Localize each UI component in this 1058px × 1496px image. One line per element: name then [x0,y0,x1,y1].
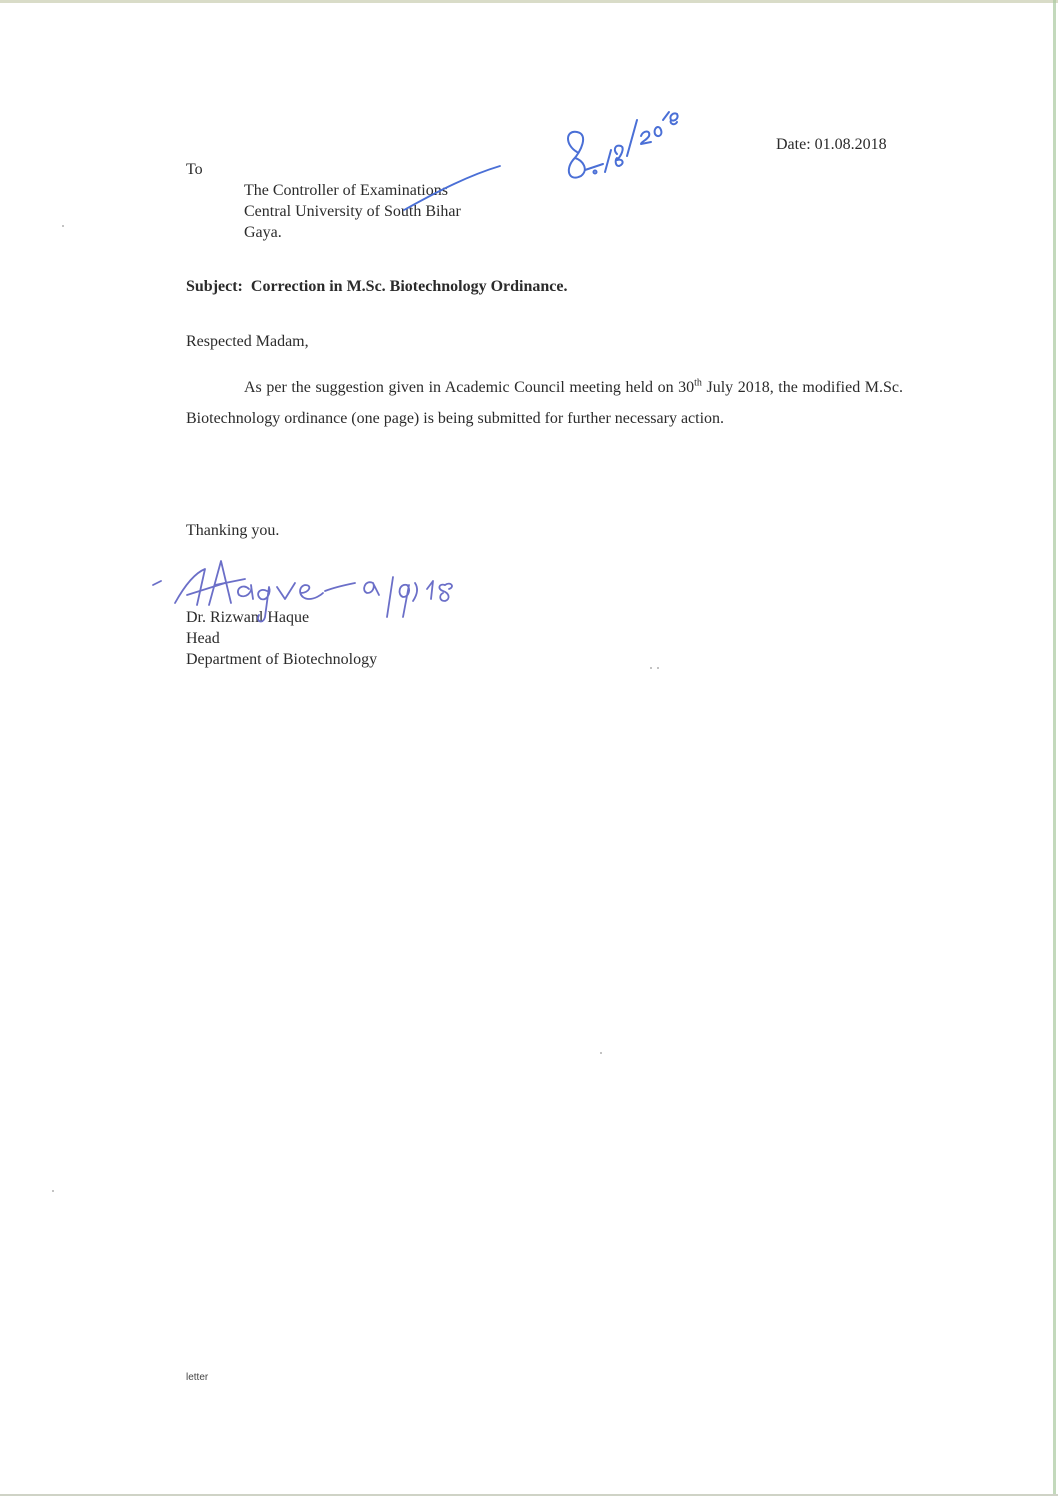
scan-speck [600,1052,602,1054]
subject-line [186,277,567,297]
scan-speck [657,667,659,669]
signature-handwriting [145,555,475,635]
recipient-line-2: Central University of South Bihar [244,203,461,220]
scan-speck [62,225,64,227]
scan-right-edge [1053,0,1056,1496]
letter-date: Date: 01.08.2018 [776,136,887,153]
scan-speck [650,667,652,669]
received-mark-handwriting [555,100,695,205]
scan-speck [52,1190,54,1192]
body-part-1: As per the suggestion given in Academic Council meeting held on 30 [244,379,695,396]
closing-line: Thanking you. [186,522,280,539]
recipient-line-1: The Controller of Examinations [244,182,448,199]
subject-label: Subject: [186,278,243,295]
letter-body [186,372,903,434]
body-part-2: July 2018, the modified M.Sc. Biotechnology ordinance (one page) is being submitted for further necessary action. [186,379,903,427]
check-mark-stroke [400,160,510,220]
footer-label: letter [186,1372,209,1383]
recipient-line-3: Gaya. [244,224,282,241]
body-superscript: th [694,377,702,389]
signatory-name: Dr. Rizwanl Haque [186,609,310,626]
salutation: Respected Madam, [186,333,309,350]
signatory-department: Department of Biotechnology [186,651,378,668]
scan-top-edge [0,0,1058,3]
to-label: To [186,161,203,178]
subject-text: Correction in M.Sc. Biotechnology Ordinance. [250,278,568,295]
signatory-designation: Head [186,630,220,647]
